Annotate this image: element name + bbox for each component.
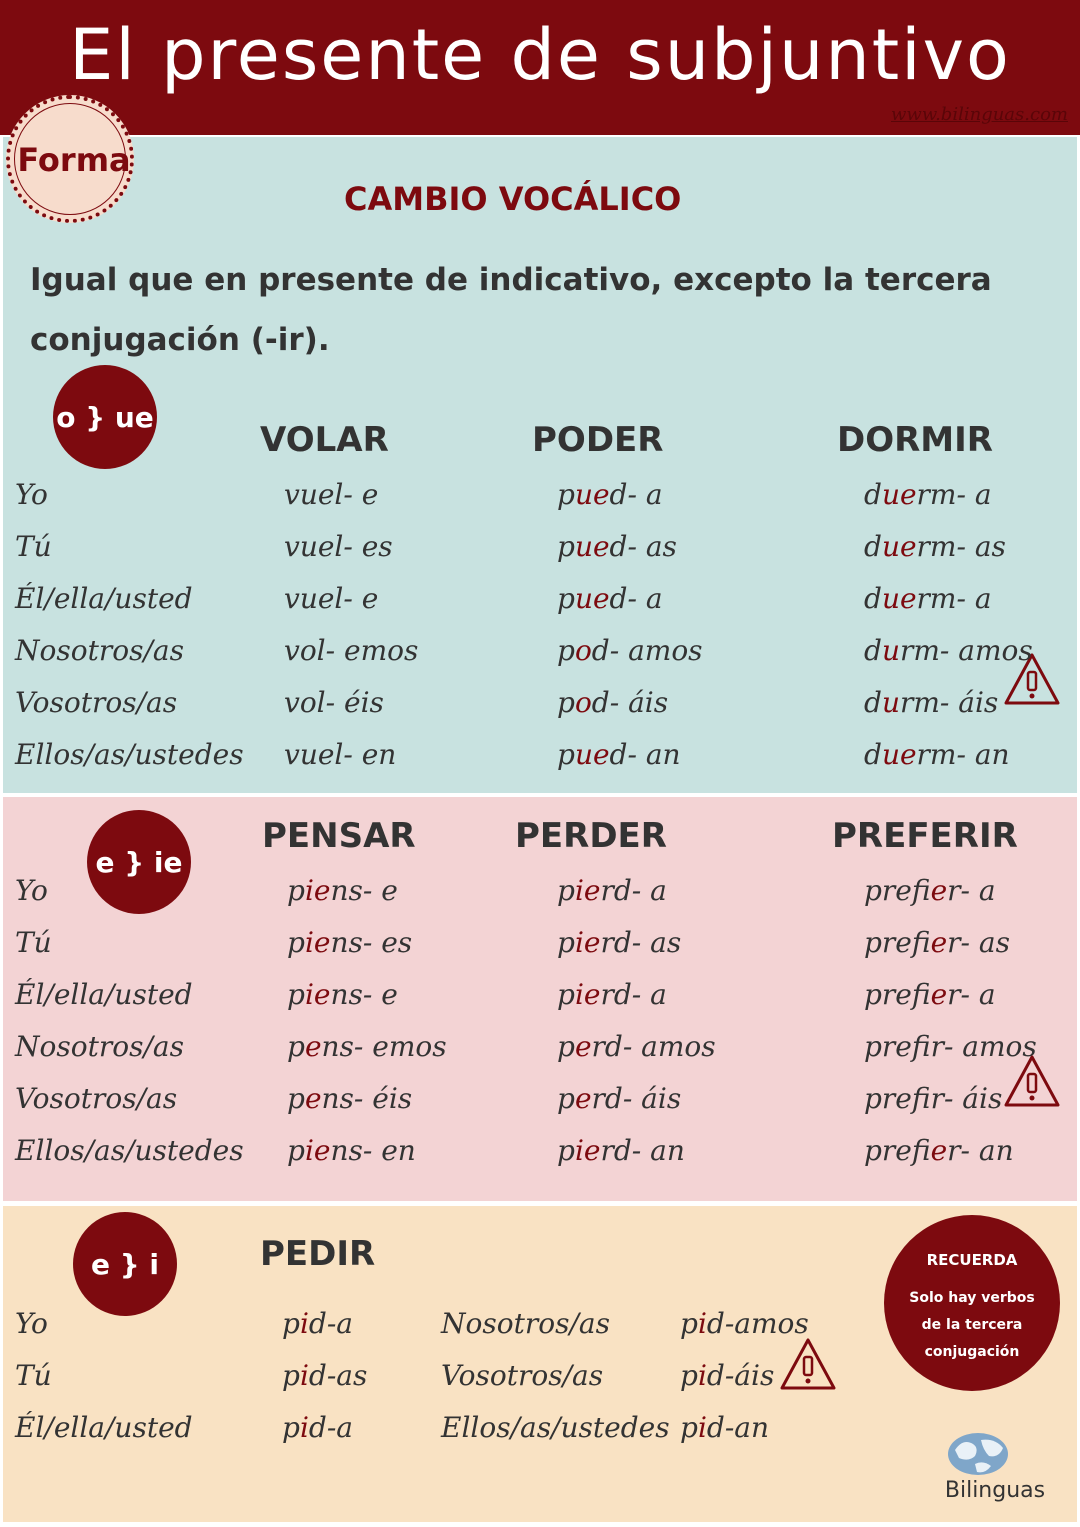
form-rest: d- áis	[591, 686, 669, 719]
pronoun-label: Vosotros/as	[15, 686, 178, 719]
form-rest: rd- an	[600, 1134, 685, 1167]
form-rest: ns- éis	[321, 1082, 413, 1115]
logo-text: Bilinguas	[944, 1478, 1046, 1503]
verb-form	[287, 1082, 412, 1115]
verb-form	[287, 1030, 447, 1063]
form-stem-change: i	[697, 1359, 707, 1392]
form-stem-change: ue	[574, 530, 610, 563]
form-rest: d- as	[609, 530, 677, 563]
verb-form	[864, 1030, 1037, 1063]
form-stem-change: i	[299, 1359, 309, 1392]
form-stem-change: ie	[930, 978, 948, 1011]
pronoun-label: Nosotros/as	[15, 634, 184, 667]
form-rest: r- áis	[930, 1082, 1003, 1115]
verb-form	[284, 634, 418, 667]
form-prefix: pref	[864, 1082, 931, 1115]
recuerda-title: RECUERDA	[926, 1251, 1018, 1269]
form-prefix: p	[557, 874, 575, 907]
verb-form	[557, 1030, 716, 1063]
change-badge-o-ue: o } ue	[53, 365, 157, 469]
form-stem-change: ie	[304, 978, 331, 1011]
verb-form	[287, 1134, 416, 1167]
verb-form	[287, 926, 412, 959]
verb-form	[557, 530, 677, 563]
form-prefix: p	[282, 1359, 300, 1392]
verb-form	[680, 1307, 809, 1340]
verb-form	[282, 1411, 353, 1444]
form-rest: r- as	[947, 926, 1010, 959]
form-prefix: p	[557, 634, 575, 667]
form-prefix: p	[557, 582, 575, 615]
form-stem-change: e	[574, 1030, 592, 1063]
verb-header-dormir: DORMIR	[837, 420, 993, 460]
recuerda-body: Solo hay verbos de la tercera conjugación	[909, 1290, 1035, 1360]
form-stem-change: ie	[574, 978, 601, 1011]
form-prefix: d	[864, 582, 882, 615]
pronoun-label: Tú	[15, 530, 52, 563]
pronoun-label: Él/ella/usted	[15, 582, 193, 615]
form-stem-change: o	[574, 686, 592, 719]
verb-form	[864, 738, 1010, 771]
pronoun-label: Ellos/as/ustedes	[15, 1134, 244, 1167]
form-prefix: d	[864, 738, 882, 771]
page-title: El presente de subjuntivo	[69, 14, 1011, 96]
form-rest: vuel- e	[284, 582, 379, 615]
form-rest: rm- a	[916, 582, 992, 615]
form-prefix: d	[864, 634, 882, 667]
form-prefix: pref	[864, 978, 931, 1011]
verb-form	[284, 478, 378, 511]
form-stem-change: ie	[574, 1134, 601, 1167]
recuerda-note	[884, 1215, 1060, 1391]
verb-form	[864, 874, 996, 907]
pronoun-label: Yo	[15, 874, 48, 907]
form-rest: d-amos	[706, 1307, 809, 1340]
change-badge-e-i: e } i	[73, 1212, 177, 1316]
verb-header-preferir: PREFERIR	[832, 816, 1018, 856]
form-prefix: p	[557, 978, 575, 1011]
form-prefix: p	[680, 1411, 698, 1444]
form-stem-change: ue	[881, 582, 917, 615]
form-stem-change: ie	[304, 926, 331, 959]
form-prefix: pref	[864, 1134, 931, 1167]
verb-form	[864, 978, 996, 1011]
verb-form	[282, 1307, 353, 1340]
verb-form	[557, 874, 667, 907]
verb-form	[864, 926, 1010, 959]
form-stem-change: i	[299, 1411, 309, 1444]
verb-header-perder: PERDER	[515, 816, 667, 856]
verb-form	[864, 686, 998, 719]
form-rest: rm- as	[916, 530, 1006, 563]
form-prefix: pref	[864, 926, 931, 959]
form-prefix: p	[557, 686, 575, 719]
section-subtitle: CAMBIO VOCÁLICO	[344, 180, 682, 218]
pronoun-label: Yo	[15, 1307, 48, 1340]
form-rest: ns- es	[330, 926, 413, 959]
verb-header-pensar: PENSAR	[262, 816, 416, 856]
forma-badge	[6, 95, 134, 223]
verb-form	[864, 478, 992, 511]
verb-form	[284, 582, 378, 615]
pronoun-label: Yo	[15, 478, 48, 511]
change-badge-e-ie: e } ie	[87, 810, 191, 914]
form-rest: ns- emos	[321, 1030, 447, 1063]
form-stem-change: ie	[304, 1134, 331, 1167]
verb-form	[864, 530, 1006, 563]
verb-form	[864, 1082, 1002, 1115]
verb-form	[557, 582, 663, 615]
verb-form	[557, 478, 663, 511]
pronoun-label: Él/ella/usted	[15, 1411, 193, 1444]
form-rest: r- amos	[930, 1030, 1037, 1063]
form-rest: vuel- en	[284, 738, 397, 771]
verb-form	[557, 686, 668, 719]
form-prefix: p	[287, 1134, 305, 1167]
verb-form	[284, 530, 393, 563]
form-stem-change: ue	[574, 582, 610, 615]
intro-text: Igual que en presente de indicativo, excepto la tercera conjugación (-ir).	[30, 262, 992, 358]
form-rest: vol- éis	[284, 686, 384, 719]
form-rest: rd- áis	[591, 1082, 682, 1115]
form-stem-change: ie	[304, 874, 331, 907]
verb-form	[284, 686, 384, 719]
form-rest: rd- a	[600, 874, 667, 907]
form-stem-change: o	[574, 634, 592, 667]
pronoun-label: Él/ella/usted	[15, 978, 193, 1011]
verb-form	[287, 874, 398, 907]
form-prefix: pref	[864, 1030, 931, 1063]
form-prefix: pref	[864, 874, 931, 907]
form-stem-change: ie	[930, 1134, 948, 1167]
form-stem-change: ue	[881, 738, 917, 771]
form-rest: d- a	[609, 478, 663, 511]
form-rest: d-a	[308, 1307, 353, 1340]
verb-form	[864, 582, 992, 615]
form-rest: rm- an	[916, 738, 1010, 771]
form-prefix: p	[287, 874, 305, 907]
form-rest: vuel- es	[284, 530, 393, 563]
verb-form	[557, 634, 703, 667]
form-rest: r- a	[947, 874, 996, 907]
form-prefix: p	[680, 1307, 698, 1340]
pronoun-label: Vosotros/as	[441, 1359, 604, 1392]
verb-header-volar: VOLAR	[260, 420, 389, 460]
globe-icon	[945, 1430, 1011, 1478]
form-rest: d- a	[609, 582, 663, 615]
form-stem-change: ue	[574, 478, 610, 511]
pronoun-label: Tú	[15, 1359, 52, 1392]
form-stem-change: ie	[930, 874, 948, 907]
form-prefix: p	[287, 1030, 305, 1063]
verb-form	[864, 634, 1033, 667]
form-rest: d- an	[609, 738, 681, 771]
form-rest: vuel- e	[284, 478, 379, 511]
form-rest: d-áis	[706, 1359, 775, 1392]
pronoun-label: Nosotros/as	[15, 1030, 184, 1063]
verb-form	[864, 1134, 1014, 1167]
form-stem-change: ue	[881, 478, 917, 511]
form-prefix: p	[680, 1359, 698, 1392]
form-prefix: p	[557, 1030, 575, 1063]
form-stem-change: ie	[574, 926, 601, 959]
form-prefix: p	[287, 926, 305, 959]
form-stem-change: ie	[930, 926, 948, 959]
form-prefix: p	[287, 978, 305, 1011]
verb-header-pedir: PEDIR	[260, 1234, 376, 1274]
form-rest: vol- emos	[284, 634, 419, 667]
verb-form	[557, 978, 667, 1011]
form-stem-change: ue	[574, 738, 610, 771]
form-prefix: p	[557, 738, 575, 771]
form-rest: rm- áis	[899, 686, 999, 719]
form-prefix: p	[557, 530, 575, 563]
form-rest: rm- amos	[899, 634, 1033, 667]
form-prefix: p	[282, 1307, 300, 1340]
verb-form	[680, 1411, 769, 1444]
form-prefix: p	[557, 478, 575, 511]
form-stem-change: e	[304, 1082, 322, 1115]
form-prefix: p	[287, 1082, 305, 1115]
site-link[interactable]: www.bilinguas.com	[891, 104, 1068, 125]
form-rest: ns- en	[330, 1134, 416, 1167]
form-prefix: p	[557, 1134, 575, 1167]
verb-form	[557, 1134, 685, 1167]
form-rest: rd- amos	[591, 1030, 716, 1063]
pronoun-label: Vosotros/as	[15, 1082, 178, 1115]
form-rest: ns- e	[330, 978, 398, 1011]
warning-icon	[779, 1337, 837, 1391]
pronoun-label: Ellos/as/ustedes	[441, 1411, 670, 1444]
form-stem-change: i	[299, 1307, 309, 1340]
form-rest: d-as	[308, 1359, 368, 1392]
verb-form	[282, 1359, 367, 1392]
form-prefix: p	[557, 1082, 575, 1115]
verb-form	[680, 1359, 774, 1392]
form-rest: d-an	[706, 1411, 770, 1444]
form-prefix: d	[864, 530, 882, 563]
form-prefix: d	[864, 686, 882, 719]
pronoun-label: Tú	[15, 926, 52, 959]
form-rest: rm- a	[916, 478, 992, 511]
form-rest: rd- as	[600, 926, 682, 959]
form-rest: r- an	[947, 1134, 1014, 1167]
verb-form	[284, 738, 396, 771]
badge-label: Forma	[17, 141, 131, 179]
form-stem-change: e	[304, 1030, 322, 1063]
pronoun-label: Ellos/as/ustedes	[15, 738, 244, 771]
form-rest: ns- e	[330, 874, 398, 907]
verb-form	[557, 926, 681, 959]
form-stem-change: ie	[574, 874, 601, 907]
verb-form	[557, 1082, 681, 1115]
form-rest: rd- a	[600, 978, 667, 1011]
form-prefix: d	[864, 478, 882, 511]
form-stem-change: e	[574, 1082, 592, 1115]
form-stem-change: u	[881, 686, 900, 719]
pronoun-label: Nosotros/as	[441, 1307, 610, 1340]
verb-form	[287, 978, 398, 1011]
form-stem-change: i	[697, 1411, 707, 1444]
form-prefix: p	[557, 926, 575, 959]
form-rest: r- a	[947, 978, 996, 1011]
form-rest: d- amos	[591, 634, 703, 667]
form-rest: d-a	[308, 1411, 353, 1444]
verb-header-poder: PODER	[532, 420, 664, 460]
form-prefix: p	[282, 1411, 300, 1444]
verb-form	[557, 738, 681, 771]
form-stem-change: i	[697, 1307, 707, 1340]
form-stem-change: ue	[881, 530, 917, 563]
form-stem-change: u	[881, 634, 900, 667]
